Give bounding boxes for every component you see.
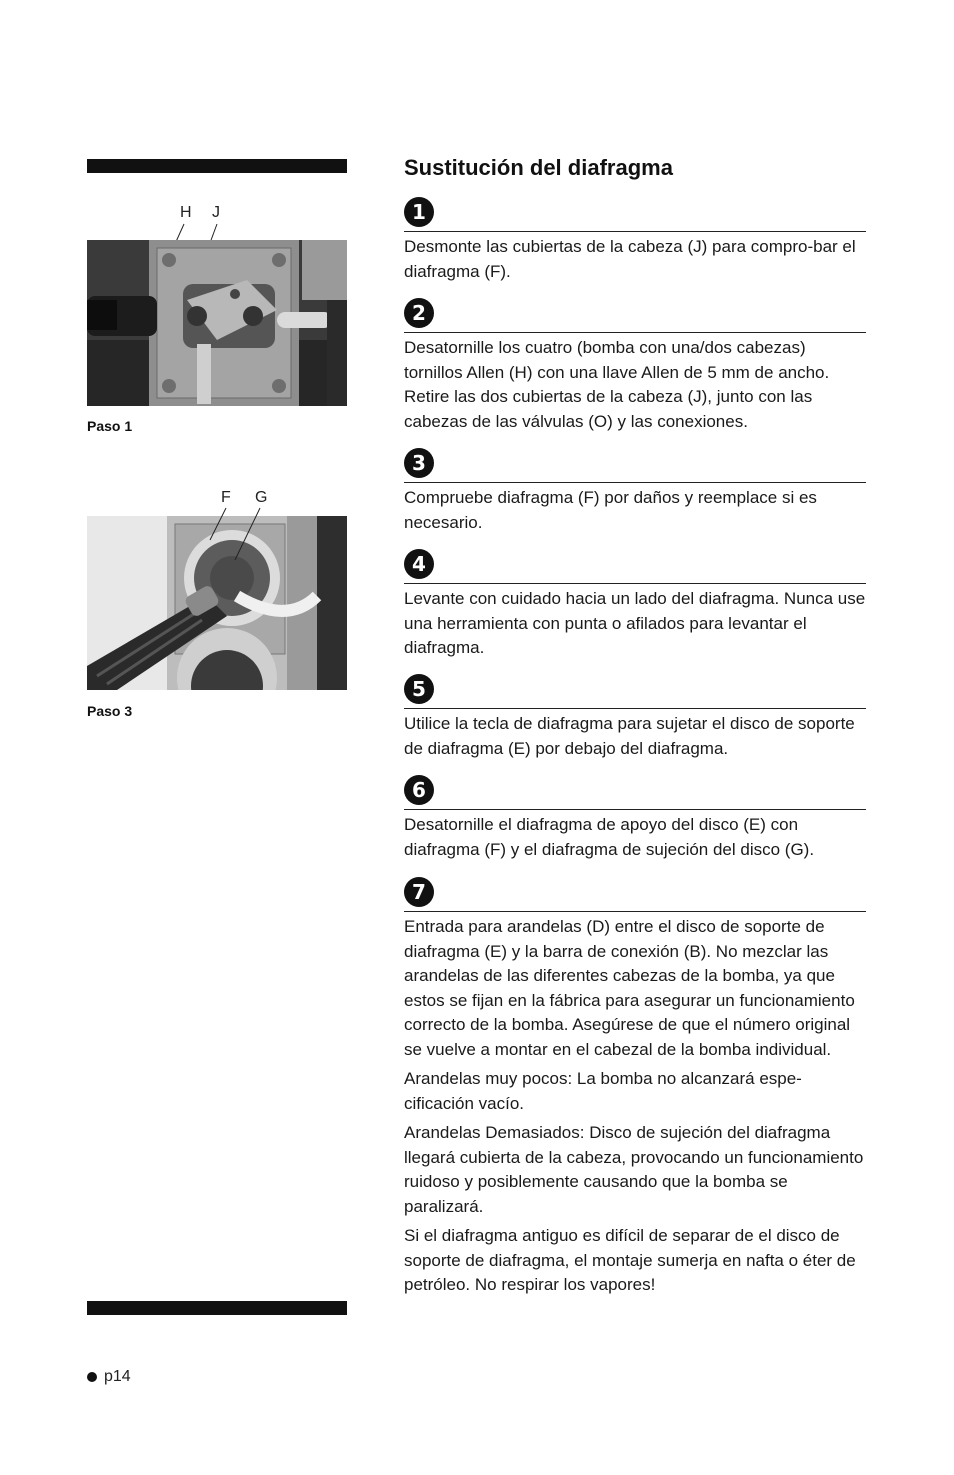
page-title: Sustitución del diafragma (404, 155, 673, 180)
step-7-paragraph-1: Entrada para arandelas (D) entre el disco de soporte de diafragma (E) y la barra de conexión (B). No mezclar las arandelas de las diferentes cabezas de la bomba, ya que estos se fijan en la fábrica para asegurar un funcionamiento correcto de la bomba. Asegúrese de que el número original se vuelve a montar en el cabezal de la bomba individual. (404, 917, 855, 1059)
step-6-paragraph: Desatornille el diafragma de apoyo del disco (E) con diafragma (F) y el diafragma de sujeción del disco (G). (404, 815, 815, 859)
step-7-header (404, 875, 866, 912)
step-1-header (404, 195, 866, 232)
step-2-number: 2 (404, 298, 434, 328)
photo2-caption: Paso 3 (87, 703, 133, 719)
page-number: p14 (104, 1368, 131, 1385)
step-7-number: 7 (404, 877, 434, 907)
step-7-paragraph-2: Arandelas muy pocos: La bomba no alcanzará espe-cificación vacío. (404, 1069, 802, 1113)
step-4-header (404, 547, 866, 584)
step-6-text (404, 813, 866, 862)
step-4-number: 4 (404, 549, 434, 579)
bullet-dot (87, 1372, 97, 1382)
step-2 (404, 296, 866, 439)
callout-f: F (221, 489, 231, 506)
step-5-text (404, 712, 866, 761)
bottom-rule-bar (87, 1301, 347, 1315)
step-1-text (404, 235, 866, 284)
step-3-header (404, 446, 866, 483)
step-5 (404, 672, 866, 766)
step-2-header (404, 296, 866, 333)
callout-h: H (180, 204, 192, 221)
step-6 (404, 773, 866, 867)
step-3-text (404, 486, 866, 535)
photo1-caption: Paso 1 (87, 418, 133, 434)
step-4-paragraph: Levante con cuidado hacia un lado del diafragma. Nunca use una herramienta con punta o afilados para levantar el diafragma. (404, 589, 866, 657)
step-1-paragraph: Desmonte las cubiertas de la cabeza (J) para compro-bar el diafragma (F). (404, 237, 856, 281)
step-2-text (404, 336, 866, 434)
step-7-paragraph-4: Si el diafragma antiguo es difícil de separar de el disco de soporte de diafragma, el montaje sumerja en nafta o éter de petróleo. No respirar los vapores! (404, 1226, 856, 1294)
step-7-paragraph-3: Arandelas Demasiados: Disco de sujeción del diafragma llegará cubierta de la cabeza, provocando un funcionamiento ruidoso y posiblemente causando que la bomba se paralizará. (404, 1123, 864, 1216)
step-1 (404, 195, 866, 289)
callout-g: G (255, 489, 268, 506)
step-3-number: 3 (404, 448, 434, 478)
step-5-paragraph: Utilice la tecla de diafragma para sujetar el disco de soporte de diafragma (E) por debajo del diafragma. (404, 714, 855, 758)
step-7 (404, 875, 866, 1303)
step-7-text (404, 915, 866, 1298)
step-3 (404, 446, 866, 540)
callout-leader-lines-2 (0, 0, 400, 600)
step-4 (404, 547, 866, 666)
callout-j: J (212, 204, 220, 221)
step-6-number: 6 (404, 775, 434, 805)
step-5-header (404, 672, 866, 709)
step-4-text (404, 587, 866, 661)
step-1-number: 1 (404, 197, 434, 227)
step-3-paragraph: Compruebe diafragma (F) por daños y reemplace si es necesario. (404, 488, 817, 532)
step-5-number: 5 (404, 674, 434, 704)
step-6-header (404, 773, 866, 810)
page-footer (87, 1368, 131, 1386)
step-2-paragraph: Desatornille los cuatro (bomba con una/dos cabezas) tornillos Allen (H) con una llave Allen de 5 mm de ancho. Retire las dos cubiertas de la cabeza (J), junto con las cabezas de las válvulas (O) y las conexiones. (404, 338, 830, 431)
